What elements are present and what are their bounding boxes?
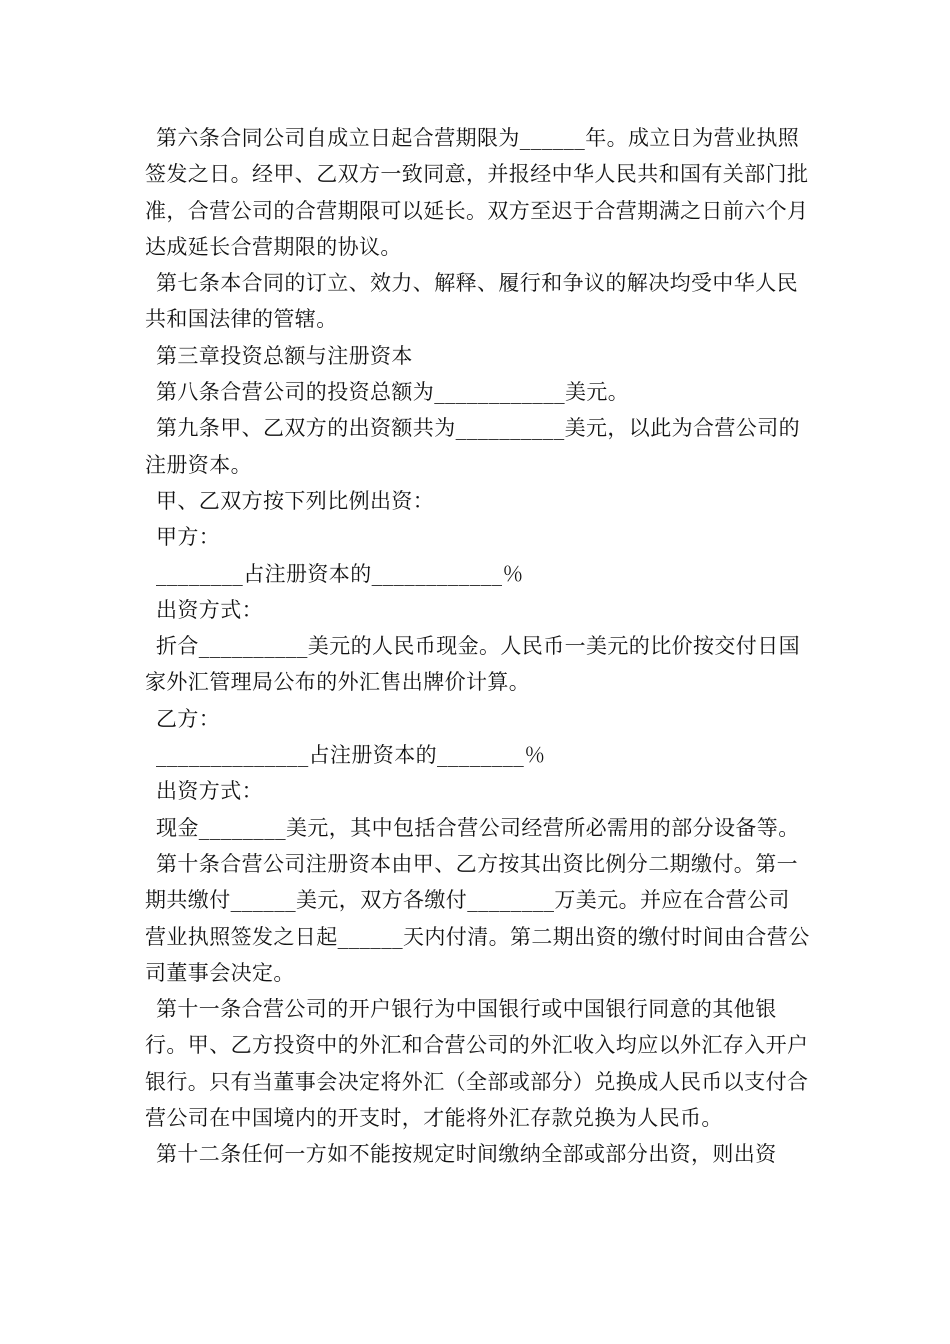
chapter-3-heading: 第三章投资总额与注册资本 <box>156 343 413 368</box>
article-9: 第九条甲、乙双方的出资额共为__________美元，以此为合营公司的注册资本。 <box>145 416 800 477</box>
party-a-share: ________占注册资本的____________％ <box>156 561 524 586</box>
party-a-method: 折合__________美元的人民币现金。人民币一美元的比价按交付日国家外汇管理局公布的外汇售出牌价计算。 <box>145 634 800 695</box>
article-11: 第十一条合营公司的开户银行为中国银行或中国银行同意的其他银行。甲、乙方投资中的外汇和合营公司的外汇收入均应以外汇存入开户银行。只有当董事会决定将外汇（全部或部分）兑换成人民币以支付合营公司在中国境内的开支时，才能将外汇存款兑换为人民币。 <box>145 997 809 1131</box>
party-a-label: 甲方： <box>156 525 221 550</box>
article-10: 第十条合营公司注册资本由甲、乙方按其出资比例分二期缴付。第一期共缴付______美元，双方各缴付________万美元。并应在合营公司营业执照签发之日起______天内付清。第二期出资的缴付时间由合营公司董事会决定。 <box>145 851 810 985</box>
party-b-method-label: 出资方式： <box>156 779 263 804</box>
party-b-share: ______________占注册资本的________％ <box>156 743 546 768</box>
article-12: 第十二条任何一方如不能按规定时间缴纳全部或部分出资，则出资 <box>156 1142 777 1167</box>
article-7: 第七条本合同的订立、效力、解释、履行和争议的解决均受中华人民共和国法律的管辖。 <box>145 271 798 332</box>
party-b-method: 现金________美元，其中包括合营公司经营所必需用的部分设备等。 <box>156 815 800 840</box>
article-6: 第六条合同公司自成立日起合营期限为______年。成立日为营业执照签发之日。经甲、乙双方一致同意，并报经中华人民共和国有关部门批准，合营公司的合营期限可以延长。双方至迟于合营期满之日前六个月达成延长合营期限的协议。 <box>145 126 809 259</box>
contribution-ratio-intro: 甲、乙双方按下列比例出资： <box>156 488 435 513</box>
party-a-method-label: 出资方式： <box>156 597 263 622</box>
party-b-label: 乙方： <box>156 706 221 731</box>
contract-body <box>145 120 810 1173</box>
article-8: 第八条合营公司的投资总额为____________美元。 <box>156 380 630 405</box>
